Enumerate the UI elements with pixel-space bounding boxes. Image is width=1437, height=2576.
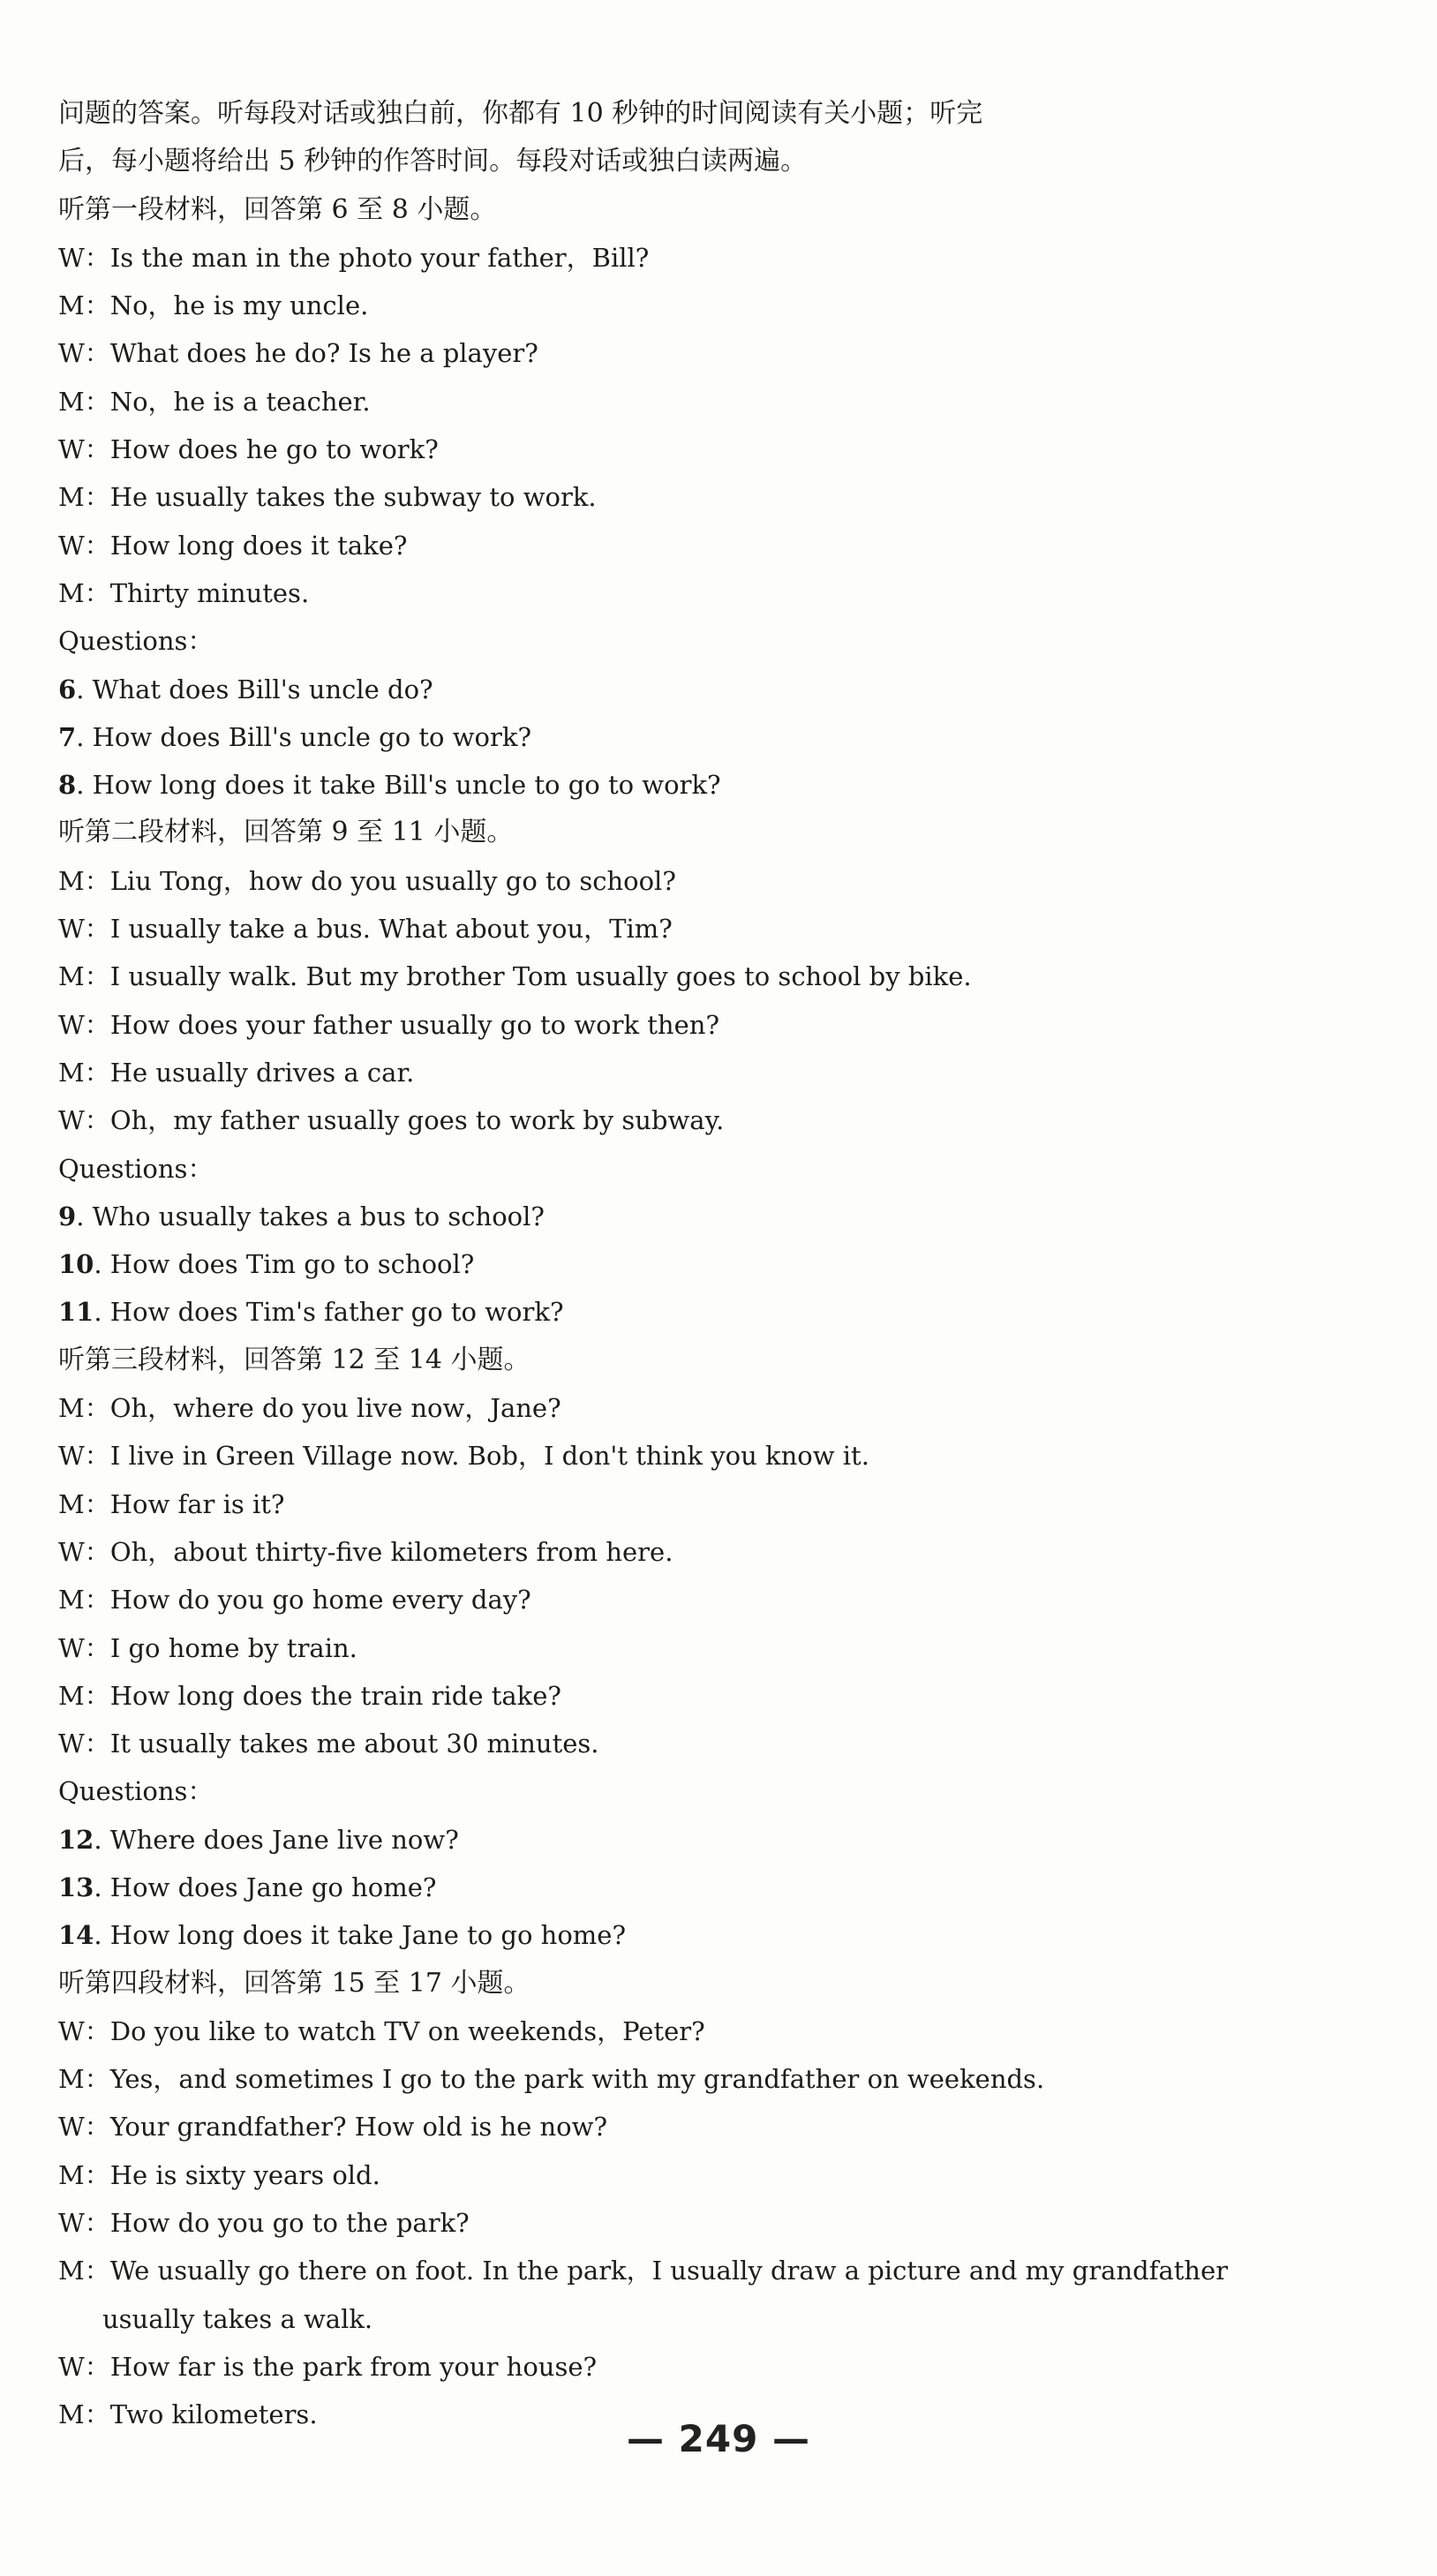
questions-heading: Questions： bbox=[58, 626, 214, 657]
question-number: 7 bbox=[58, 721, 77, 752]
question-item bbox=[58, 1816, 1162, 1864]
speaker-label: W： bbox=[58, 2015, 110, 2046]
dialog-line bbox=[58, 1096, 1162, 1144]
dialog-text: Your grandfather? How old is he now? bbox=[109, 2112, 608, 2143]
question-number: 12 bbox=[58, 1824, 94, 1855]
dialog-text: Thirty minutes. bbox=[109, 577, 310, 608]
question-number: 10 bbox=[58, 1249, 94, 1280]
question-number: 6 bbox=[58, 674, 77, 704]
dialog-line bbox=[58, 1432, 1162, 1480]
section-instruction: 后，每小题将给出 5 秒钟的作答时间。每段对话或独白读两遍。 bbox=[58, 146, 808, 177]
dialog-line bbox=[58, 1528, 1162, 1576]
dialog-text: How long does it take? bbox=[109, 530, 408, 561]
dialog-line bbox=[58, 2055, 1162, 2103]
question-item bbox=[58, 761, 1162, 809]
dialog-line bbox=[58, 522, 1162, 569]
speaker-label: M： bbox=[58, 386, 110, 417]
question-text: . How does Bill's uncle go to work? bbox=[76, 721, 531, 752]
dialog-line bbox=[58, 2199, 1162, 2247]
dialog-text: How long does the train ride take? bbox=[109, 1680, 561, 1711]
question-item bbox=[58, 666, 1162, 713]
dialog-text: Oh，where do you live now，Jane? bbox=[109, 1393, 561, 1424]
question-text: . How does Jane go home? bbox=[94, 1872, 437, 1902]
dialog-text: How far is the park from your house? bbox=[109, 2351, 598, 2382]
dialog-line bbox=[58, 282, 1162, 329]
dialog-line bbox=[58, 1672, 1162, 1720]
question-number: 9 bbox=[58, 1201, 77, 1232]
speaker-label: M： bbox=[58, 2256, 110, 2286]
speaker-label: W： bbox=[58, 914, 110, 945]
dialog-line bbox=[58, 1480, 1162, 1528]
dialog-line bbox=[58, 569, 1162, 617]
dialog-line bbox=[58, 1001, 1162, 1049]
question-number: 8 bbox=[58, 770, 77, 801]
dialog-line bbox=[58, 1576, 1162, 1623]
speaker-label: W： bbox=[58, 1536, 110, 1567]
question-item bbox=[58, 1911, 1162, 1959]
dialog-text: No，he is my uncle. bbox=[109, 290, 369, 321]
dialog-text: How do you go to the park? bbox=[109, 2208, 470, 2239]
speaker-label: M： bbox=[58, 290, 110, 321]
section-instruction: 听第四段材料，回答第 15 至 17 小题。 bbox=[58, 1967, 530, 1999]
speaker-label: M： bbox=[58, 1393, 110, 1424]
dialog-line bbox=[58, 2247, 1229, 2294]
dialog-text: Oh，about thirty-five kilometers from here. bbox=[109, 1536, 673, 1567]
speaker-label: M： bbox=[58, 2064, 110, 2095]
speaker-label: W： bbox=[58, 1441, 110, 1472]
speaker-label: W： bbox=[58, 2208, 110, 2239]
dialog-line bbox=[58, 473, 1162, 521]
question-number: 13 bbox=[58, 1872, 94, 1902]
dialog-line bbox=[58, 329, 1162, 377]
dialog-line bbox=[58, 2343, 1162, 2391]
question-item bbox=[58, 1288, 1162, 1336]
dialog-text: Yes，and sometimes I go to the park with my grandfather on weekends. bbox=[109, 2064, 1045, 2095]
dialog-text: I usually take a bus. What about you，Tim? bbox=[109, 914, 673, 945]
section-instruction: 问题的答案。听每段对话或独白前，你都有 10 秒钟的时间阅读有关小题；听完 bbox=[58, 98, 983, 129]
page-number: — 249 — bbox=[627, 2417, 810, 2460]
question-item bbox=[58, 1193, 1162, 1240]
dialog-line bbox=[58, 378, 1162, 426]
speaker-label: W： bbox=[58, 1729, 110, 1759]
dialog-text: We usually go there on foot. In the park，I usually draw a picture and my grandfather bbox=[109, 2256, 1229, 2286]
dialog-continuation: usually takes a walk. bbox=[102, 2303, 373, 2334]
question-text: . How does Tim go to school? bbox=[94, 1249, 475, 1280]
dialog-text: He is sixty years old. bbox=[109, 2159, 380, 2190]
dialog-line bbox=[58, 857, 1162, 905]
dialog-text: How does he go to work? bbox=[109, 434, 439, 465]
dialog-text: What does he do? Is he a player? bbox=[109, 338, 538, 369]
dialog-line bbox=[58, 426, 1162, 473]
speaker-label: M： bbox=[58, 961, 110, 992]
question-item bbox=[58, 713, 1162, 761]
dialog-text: How do you go home every day? bbox=[109, 1585, 531, 1616]
dialog-line bbox=[58, 953, 1162, 1000]
speaker-label: M： bbox=[58, 1057, 110, 1088]
question-number: 14 bbox=[58, 1920, 94, 1951]
speaker-label: W： bbox=[58, 1105, 110, 1136]
dialog-text: How does your father usually go to work then? bbox=[109, 1009, 719, 1040]
question-item bbox=[58, 1240, 1162, 1288]
speaker-label: M： bbox=[58, 577, 110, 608]
dialog-line bbox=[58, 234, 1162, 282]
question-text: . Who usually takes a bus to school? bbox=[76, 1201, 545, 1232]
speaker-label: W： bbox=[58, 434, 110, 465]
dialog-text: It usually takes me about 30 minutes. bbox=[109, 1729, 599, 1759]
question-item bbox=[58, 1864, 1162, 1911]
dialog-line bbox=[58, 1049, 1162, 1096]
dialog-text: I live in Green Village now. Bob，I don't think you know it. bbox=[109, 1441, 869, 1472]
dialog-text: No，he is a teacher. bbox=[109, 386, 371, 417]
speaker-label: W： bbox=[58, 2351, 110, 2382]
dialog-line bbox=[58, 1384, 1162, 1432]
questions-heading: Questions： bbox=[58, 1153, 214, 1184]
speaker-label: M： bbox=[58, 482, 110, 513]
dialog-text: Liu Tong，how do you usually go to school? bbox=[109, 865, 676, 896]
question-text: . How long does it take Bill's uncle to go to work? bbox=[76, 770, 721, 801]
dialog-text: He usually takes the subway to work. bbox=[109, 482, 597, 513]
dialog-line bbox=[58, 905, 1162, 953]
section-instruction: 听第一段材料，回答第 6 至 8 小题。 bbox=[58, 193, 497, 225]
speaker-label: W： bbox=[58, 242, 110, 273]
dialog-line bbox=[58, 2151, 1162, 2199]
speaker-label: M： bbox=[58, 2159, 110, 2190]
dialog-text: Is the man in the photo your father，Bill? bbox=[109, 242, 650, 273]
dialog-text: I go home by train. bbox=[109, 1632, 357, 1663]
dialog-line bbox=[58, 2103, 1162, 2150]
question-text: . What does Bill's uncle do? bbox=[76, 674, 433, 704]
section-instruction: 听第三段材料，回答第 12 至 14 小题。 bbox=[58, 1344, 530, 1375]
question-number: 11 bbox=[58, 1297, 94, 1328]
speaker-label: W： bbox=[58, 2112, 110, 2143]
transcript bbox=[58, 90, 1229, 2439]
dialog-text: Oh，my father usually goes to work by subway. bbox=[109, 1105, 725, 1136]
dialog-text: He usually drives a car. bbox=[109, 1057, 415, 1088]
question-text: . How long does it take Jane to go home? bbox=[94, 1920, 627, 1951]
speaker-label: M： bbox=[58, 2399, 110, 2430]
dialog-text: Do you like to watch TV on weekends，Peter? bbox=[109, 2015, 705, 2046]
dialog-line bbox=[58, 1624, 1162, 1672]
speaker-label: M： bbox=[58, 1585, 110, 1616]
dialog-line bbox=[58, 1720, 1162, 1767]
question-text: . How does Tim's father go to work? bbox=[94, 1297, 564, 1328]
dialog-line bbox=[58, 2007, 1162, 2055]
dialog-text: Two kilometers. bbox=[109, 2399, 318, 2430]
speaker-label: M： bbox=[58, 1680, 110, 1711]
speaker-label: W： bbox=[58, 338, 110, 369]
dialog-text: I usually walk. But my brother Tom usually goes to school by bike. bbox=[109, 961, 972, 992]
question-text: . Where does Jane live now? bbox=[94, 1824, 459, 1855]
speaker-label: M： bbox=[58, 865, 110, 896]
speaker-label: W： bbox=[58, 1632, 110, 1663]
speaker-label: M： bbox=[58, 1488, 110, 1519]
questions-heading: Questions： bbox=[58, 1776, 214, 1807]
section-instruction: 听第二段材料，回答第 9 至 11 小题。 bbox=[58, 817, 514, 848]
speaker-label: W： bbox=[58, 530, 110, 561]
speaker-label: W： bbox=[58, 1009, 110, 1040]
dialog-text: How far is it? bbox=[109, 1488, 285, 1519]
